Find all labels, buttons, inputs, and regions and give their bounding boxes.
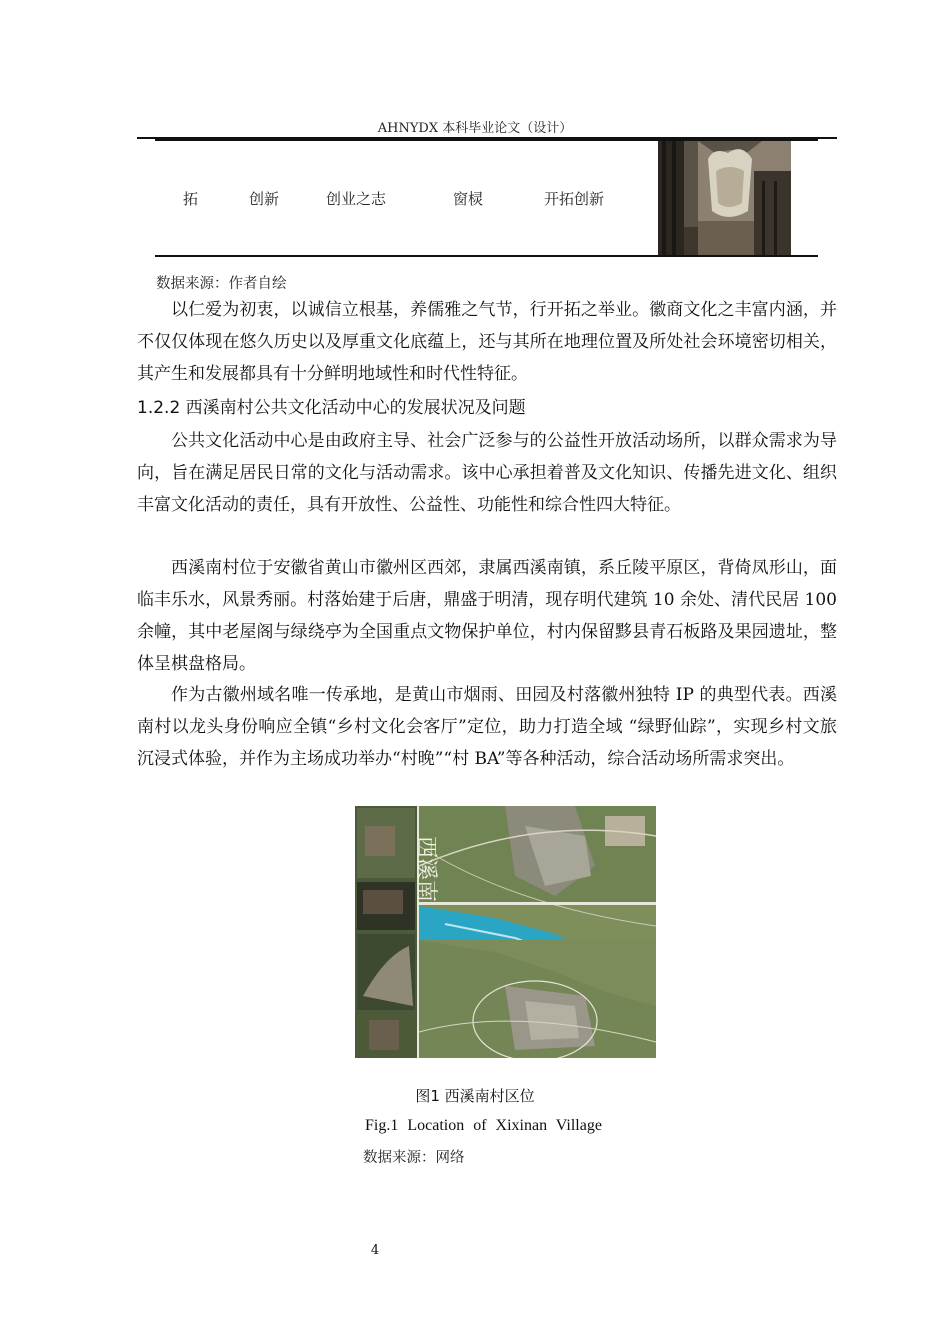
map-label: 西溪南 bbox=[413, 836, 438, 903]
table-cell: 创业之志 bbox=[326, 190, 387, 208]
table-bottom-border bbox=[155, 255, 818, 257]
section-heading: 1.2.2 西溪南村公共文化活动中心的发展状况及问题 bbox=[137, 398, 526, 418]
table-cell: 窗棂 bbox=[453, 190, 484, 208]
table-cell: 开拓创新 bbox=[544, 190, 605, 208]
figure-caption-cn: 图1 西溪南村区位 bbox=[415, 1087, 535, 1105]
figure-source-note: 数据来源：网络 bbox=[363, 1150, 465, 1166]
village-location-figure bbox=[355, 806, 656, 1058]
body-paragraph: 西溪南村位于安徽省黄山市徽州区西郊，隶属西溪南镇，系丘陵平原区，背倚凤形山，面临丰乐水，风景秀丽。村落始建于后唐，鼎盛于明清，现存明代建筑 10 余处、清代民居 100 余幢，其中老屋阁与绿绕亭为全国重点文物保护单位，村内保留黟县青石板路及果园遗址，整体呈棋盘格局。 bbox=[137, 558, 837, 674]
table-source-note: 数据来源：作者自绘 bbox=[156, 276, 287, 292]
figure-caption-en: Fig.1 Location of Xixinan Village bbox=[365, 1117, 602, 1134]
table-cell: 创新 bbox=[249, 190, 280, 208]
page-number: 4 bbox=[370, 1243, 380, 1258]
body-paragraph: 作为古徽州域名唯一传承地，是黄山市烟雨、田园及村落徽州独特 IP 的典型代表。西溪南村以龙头身份响应全镇“乡村文化会客厅”定位，助力打造全域 “绿野仙踪”，实现乡村文旅沉浸式体验，并作为主场成功举办“村晚”“村 BA”等各种活动，综合活动场所需求突出。 bbox=[137, 685, 837, 769]
table-cell: 拓 bbox=[183, 190, 199, 208]
running-header: AHNYDX 本科毕业论文（设计） bbox=[377, 121, 573, 136]
window-lattice-photo bbox=[658, 141, 791, 255]
body-paragraph: 公共文化活动中心是由政府主导、社会广泛参与的公益性开放活动场所，以群众需求为导向，旨在满足居民日常的文化与活动需求。该中心承担着普及文化知识、传播先进文化、组织丰富文化活动的责任，具有开放性、公益性、功能性和综合性四大特征。 bbox=[137, 431, 837, 515]
body-paragraph: 以仁爱为初衷，以诚信立根基，养儒雅之气节，行开拓之举业。徽商文化之丰富内涵，并不仅仅体现在悠久历史以及厚重文化底蕴上，还与其所在地理位置及所处社会环境密切相关，其产生和发展都具有十分鲜明地域性和时代性特征。 bbox=[137, 300, 837, 384]
